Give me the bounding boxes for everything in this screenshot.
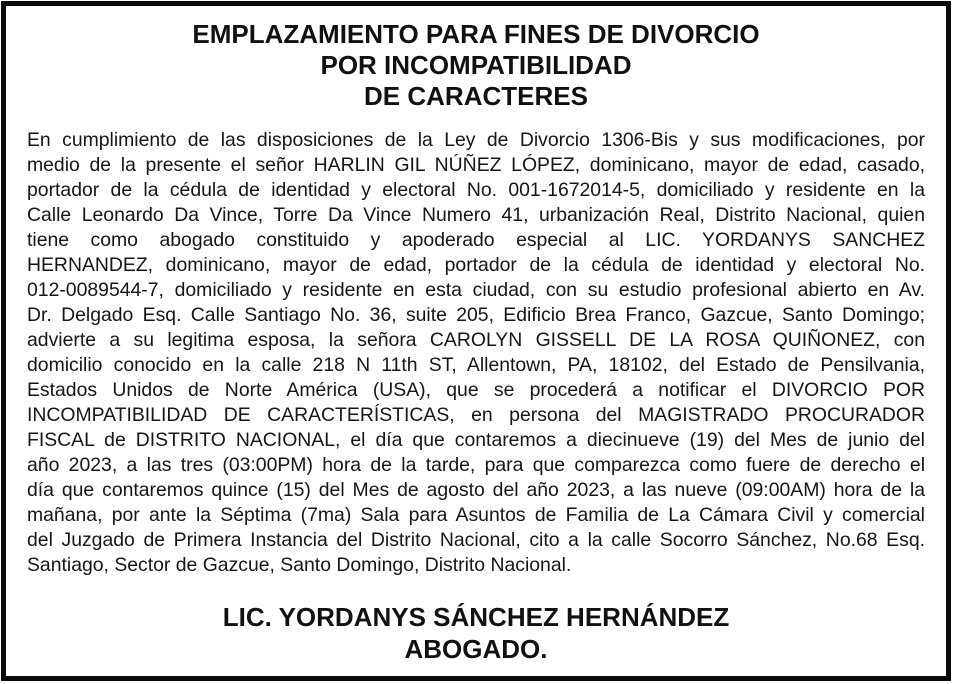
body-line: tiene como abogado constituido y apoderado especial al LIC. YORDANYS SANCHEZ xyxy=(27,229,925,251)
body-line: Santiago, Sector de Gazcue, Santo Domingo, Distrito Nacional. xyxy=(27,554,572,576)
signature-role: ABOGADO. xyxy=(404,634,548,664)
body-line: FISCAL de DISTRITO NACIONAL, el día que contaremos a diecinueve (19) del Mes de junio del xyxy=(27,429,925,451)
body-line: año 2023, a las tres (03:00PM) hora de la tarde, para que comparezca como fuere de derecho el xyxy=(27,454,925,476)
body-line: mañana, por ante la Séptima (7ma) Sala para Asuntos de Familia de La Cámara Civil y comercial xyxy=(27,504,925,526)
body-line: HERNANDEZ, dominicano, mayor de edad, portador de la cédula de identidad y electoral No. xyxy=(27,254,925,276)
body-line: Calle Leonardo Da Vince, Torre Da Vince Numero 41, urbanización Real, Distrito Nacional, quien xyxy=(27,204,925,226)
notice-title-line-1: EMPLAZAMIENTO PARA FINES DE DIVORCIO xyxy=(192,19,760,49)
notice-title xyxy=(27,19,925,112)
signature-name: LIC. YORDANYS SÁNCHEZ HERNÁNDEZ xyxy=(222,602,730,632)
body-line: Estados Unidos de Norte América (USA), que se procederá a notificar el DIVORCIO POR xyxy=(27,379,925,401)
notice-title-line-2: POR INCOMPATIBILIDAD xyxy=(320,50,632,80)
body-line: portador de la cédula de identidad y electoral No. 001-1672014-5, domiciliado y residente en la xyxy=(27,179,925,201)
notice-body xyxy=(27,128,925,578)
notice-title-line-3: DE CARACTERES xyxy=(364,81,588,111)
signature-block xyxy=(27,601,925,665)
body-line: del Juzgado de Primera Instancia del Distrito Nacional, cito a la calle Socorro Sánchez, No.68 Esq. xyxy=(27,529,925,551)
body-line: día que contaremos quince (15) del Mes de agosto del año 2023, a las nueve (09:00AM) hora de la xyxy=(27,479,925,501)
body-line: INCOMPATIBILIDAD DE CARACTERÍSTICAS, en persona del MAGISTRADO PROCURADOR xyxy=(27,404,925,426)
body-line: En cumplimiento de las disposiciones de la Ley de Divorcio 1306-Bis y sus modificaciones, por xyxy=(27,129,925,151)
body-line: Dr. Delgado Esq. Calle Santiago No. 36, suite 205, Edificio Brea Franco, Gazcue, Santo Domingo; xyxy=(27,304,925,326)
notice-document xyxy=(1,1,951,681)
body-line: domicilio conocido en la calle 218 N 11th ST, Allentown, PA, 18102, del Estado de Pensilvania, xyxy=(27,354,925,376)
body-line: advierte a su legitima esposa, la señora CAROLYN GISSELL DE LA ROSA QUIÑONEZ, con xyxy=(27,329,925,351)
body-line: 012-0089544-7, domiciliado y residente en esta ciudad, con su estudio profesional abierto en Av. xyxy=(27,279,925,301)
body-line: medio de la presente el señor HARLIN GIL NÚÑEZ LÓPEZ, dominicano, mayor de edad, casado, xyxy=(27,154,925,176)
